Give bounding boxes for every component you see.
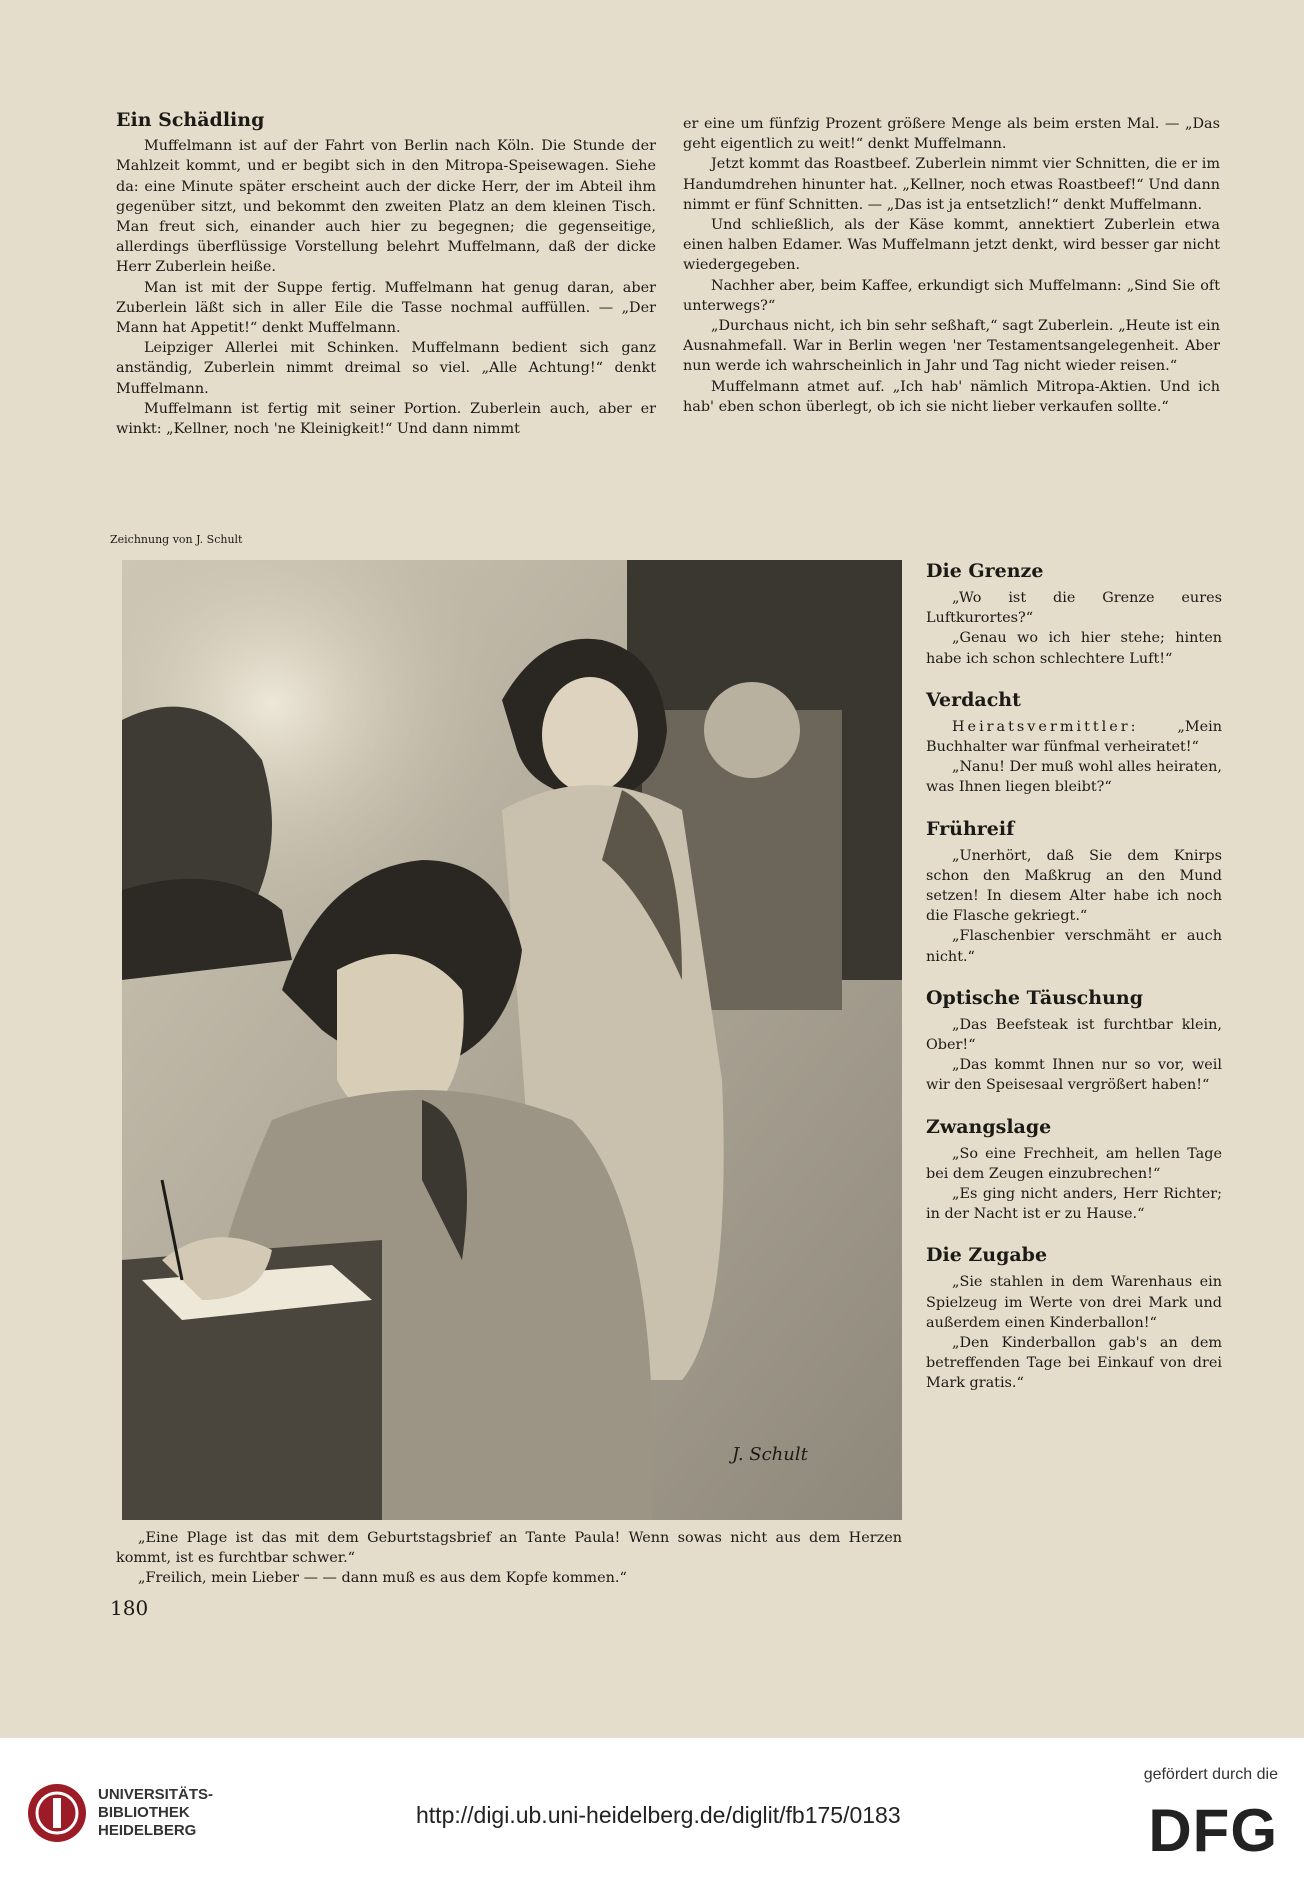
institution-line: UNIVERSITÄTS- xyxy=(98,1786,214,1803)
illustration-credit: Zeichnung von J. Schult xyxy=(110,533,243,546)
caption-line: „Eine Plage ist das mit dem Geburtstagsbrief an Tante Paula! Wenn sowas nicht aus dem Herzen kommt, ist es furchtbar schwer.“ xyxy=(116,1530,902,1567)
joke-title: Zwangslage xyxy=(926,1115,1052,1138)
joke-line: „Sie stahlen in dem Warenhaus ein Spielzeug im Werte von drei Mark und außerdem einen Kinderballon!“ xyxy=(926,1274,1222,1331)
institution-name xyxy=(98,1786,213,1840)
joke-line: „Nanu! Der muß wohl alles heiraten, was Ihnen liegen bleibt?“ xyxy=(926,759,1222,796)
woman-face xyxy=(542,677,638,793)
joke-line: „Den Kinderballon gab's an dem betreffenden Tage bei Einkauf von drei Mark gratis.“ xyxy=(926,1335,1222,1392)
joke-body xyxy=(926,588,1222,669)
article-paragraph: Muffelmann atmet auf. „Ich hab' nämlich Mitropa-Aktien. Und ich hab' eben schon überlegt, ob ich sie nicht lieber verkaufen sollte.“ xyxy=(683,378,1220,415)
joke-line: „Flaschenbier verschmäht er auch nicht.“ xyxy=(926,928,1222,965)
article-column-left xyxy=(116,110,656,439)
article-paragraph: Man ist mit der Suppe fertig. Muffelmann hat genug daran, aber Zuberlein läßt sich in aller Eile die Tasse nochmal auffüllen. — „Der Mann hat Appetit!“ denkt Muffelmann. xyxy=(116,279,656,337)
permalink[interactable]: http://digi.ub.uni-heidelberg.de/diglit/fb175/0183 xyxy=(416,1802,901,1828)
article-paragraph: Und schließlich, als der Käse kommt, annektiert Zuberlein etwa einen halben Edamer. Was Muffelmann jetzt denkt, wird besser gar nicht wiedergegeben. xyxy=(683,217,1220,274)
joke-line-text: „Mein Buchhalter war fünfmal verheiratet!“ xyxy=(926,718,1222,756)
joke-line: „Unerhört, daß Sie dem Knirps schon den Maßkrug an den Mund setzen! In diesem Alter habe ich noch die Flasche gekriegt.“ xyxy=(926,847,1222,925)
caption-line: „Freilich, mein Lieber — — dann muß es aus dem Kopfe kommen.“ xyxy=(138,1570,627,1587)
speaker-label: Heiratsvermittler: xyxy=(952,718,1139,735)
university-seal-icon xyxy=(26,1782,88,1844)
institution-line: BIBLIOTHEK xyxy=(98,1804,190,1821)
illustration-caption xyxy=(116,1528,902,1589)
joke-body xyxy=(926,1144,1222,1225)
jokes-sidebar xyxy=(926,560,1222,1394)
article-paragraph: Jetzt kommt das Roastbeef. Zuberlein nimmt vier Schnitten, die er im Handumdrehen hinunter hat. „Kellner, noch etwas Roastbeef!“ Und dann nimmt er fünf Schnitten. — „Das ist ja entsetzlich!“ denkt Muffelmann. xyxy=(683,156,1220,213)
joke-line: „Wo ist die Grenze eures Luftkurortes?“ xyxy=(926,590,1222,627)
dfg-logo: DFG xyxy=(1148,1797,1278,1864)
artist-signature: J. Schult xyxy=(732,1444,808,1465)
article-paragraph: Leipziger Allerlei mit Schinken. Muffelmann bedient sich ganz anständig, Zuberlein nimmt dreimal so viel. „Alle Achtung!“ denkt Muffelmann. xyxy=(116,340,656,397)
joke-title: Die Zugabe xyxy=(926,1244,1048,1267)
joke-line: „So eine Frechheit, am hellen Tage bei dem Zeugen einzubrechen!“ xyxy=(926,1145,1222,1182)
joke-body xyxy=(926,717,1222,798)
joke-title: Die Grenze xyxy=(926,560,1044,582)
article-paragraph: Muffelmann ist auf der Fahrt von Berlin nach Köln. Die Stunde der Mahlzeit kommt, und er begibt sich in den Mitropa-Speisewagen. Siehe da: eine Minute später erscheint auch der dicke Herr, der im Abteil ihm gegenüber sitzt, und bekommt den zweiten Platz an dem kleinen Tisch. Man freut sich, einander auch hier zu begegnen; die gegenseitige, allerdings überflüssige Vorstellung belehrt Muffelmann, daß der dicke Herr Zuberlein heiße. xyxy=(116,138,656,276)
joke-line: „Das Beefsteak ist furchtbar klein, Ober!“ xyxy=(926,1016,1222,1054)
joke-line: „Genau wo ich hier stehe; hinten habe ich schon schlechtere Luft!“ xyxy=(926,630,1222,667)
article-title: Ein Schädling xyxy=(116,109,265,131)
illustration xyxy=(122,560,902,1520)
article-paragraph: er eine um fünfzig Prozent größere Menge als beim ersten Mal. — „Das geht eigentlich zu weit!“ denkt Muffelmann. xyxy=(683,116,1220,153)
page-number: 180 xyxy=(110,1596,149,1620)
article-paragraph: Nachher aber, beim Kaffee, erkundigt sich Muffelmann: „Sind Sie oft unterwegs?“ xyxy=(683,277,1220,314)
joke-line: „Es ging nicht anders, Herr Richter; in der Nacht ist er zu Hause.“ xyxy=(926,1186,1222,1223)
joke-body xyxy=(926,846,1222,967)
article-paragraph: Muffelmann ist fertig mit seiner Portion. Zuberlein auch, aber er winkt: „Kellner, noch 'ne Kleinigkeit!“ Und dann nimmt xyxy=(116,400,656,438)
joke-title: Verdacht xyxy=(926,688,1021,711)
article-paragraph: „Durchaus nicht, ich bin sehr seßhaft,“ sagt Zuberlein. „Heute ist ein Ausnahmefall. War in Berlin wegen 'ner Testamentsangelegenheit. Aber nun werde ich wahrscheinlich in Jahr und Tag nicht wieder reisen.“ xyxy=(683,318,1220,375)
sponsor-label: gefördert durch die xyxy=(1143,1766,1278,1783)
joke-line: „Das kommt Ihnen nur so vor, weil wir den Speisesaal vergrößert haben!“ xyxy=(926,1057,1222,1094)
joke-title: Frühreif xyxy=(926,817,1015,840)
joke-title: Optische Täuschung xyxy=(926,986,1143,1009)
joke-body xyxy=(926,1015,1222,1096)
article-column-right xyxy=(683,114,1220,417)
joke-body xyxy=(926,1272,1222,1393)
joke-line xyxy=(926,717,1222,757)
digitization-footer xyxy=(0,1738,1304,1898)
institution-line: HEIDELBERG xyxy=(98,1822,197,1839)
